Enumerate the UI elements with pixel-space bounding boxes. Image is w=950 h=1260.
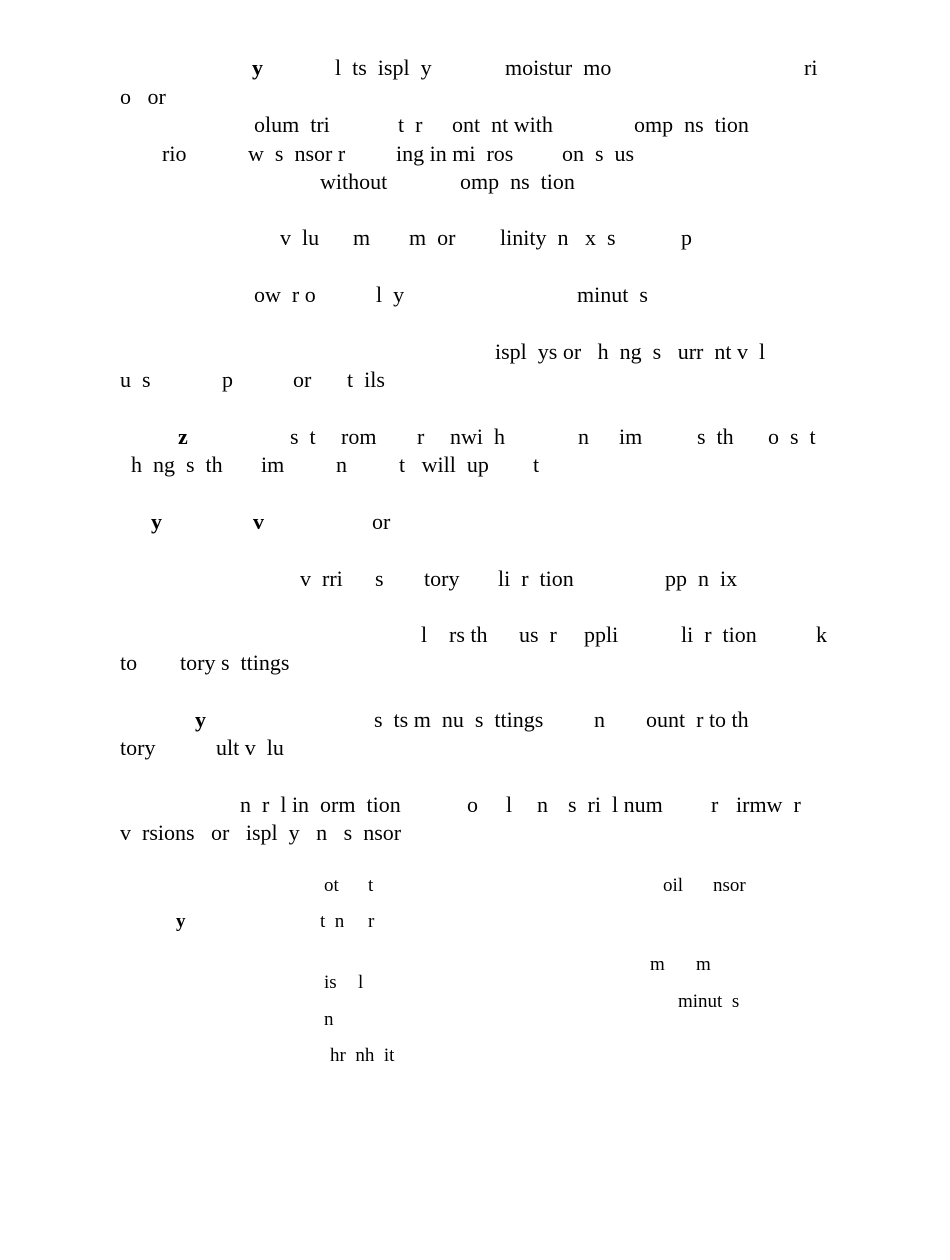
table-cell: t n — [320, 911, 345, 932]
text-fragment: ount r to th — [646, 707, 749, 732]
text-fragment: h ng s th — [131, 452, 223, 477]
text-fragment: rs th — [449, 622, 488, 647]
text-fragment: moistur mo — [505, 55, 612, 80]
table-cell: minut s — [678, 991, 740, 1012]
text-fragment: tory — [424, 566, 460, 591]
text-fragment: tory — [120, 735, 156, 760]
text-fragment: s ri l num — [568, 792, 663, 817]
text-fragment: t r — [398, 112, 423, 137]
text-fragment: im — [619, 424, 643, 449]
key-y: y — [151, 509, 162, 534]
text-fragment: v rsions or ispl y n s nsor — [120, 820, 402, 845]
table-cell: n — [324, 1009, 334, 1030]
table-cell: m — [650, 954, 665, 975]
text-fragment: r — [417, 424, 425, 449]
text-fragment: s t — [290, 424, 316, 449]
text-fragment: t will up — [399, 452, 489, 477]
text-fragment: omp ns tion — [634, 112, 749, 137]
text-fragment: o s t — [768, 424, 816, 449]
table-cell: is — [324, 972, 337, 993]
table-cell: nsor — [713, 875, 746, 896]
table-cell: ot — [324, 875, 339, 896]
key-z: z — [178, 424, 188, 449]
text-fragment: or — [372, 509, 391, 534]
text-fragment: linity n x s — [500, 225, 616, 250]
text-fragment: ri — [804, 55, 818, 80]
text-fragment: ppli — [584, 622, 619, 647]
table-cell: m — [696, 954, 711, 975]
key-y: y — [176, 911, 186, 932]
text-fragment: p — [222, 367, 233, 392]
text-fragment: o or — [120, 84, 166, 109]
text-fragment: ing in mi ros — [396, 141, 514, 166]
text-fragment: pp n ix — [665, 566, 738, 591]
table-cell: oil — [663, 875, 684, 896]
text-fragment: li r tion — [498, 566, 574, 591]
text-fragment: n — [336, 452, 347, 477]
key-y: y — [252, 55, 263, 80]
text-fragment: m — [353, 225, 371, 250]
text-fragment: p — [681, 225, 692, 250]
text-fragment: w s nsor r — [248, 141, 346, 166]
table-cell: r — [368, 911, 375, 932]
text-fragment: l — [506, 792, 513, 817]
text-fragment: ult v lu — [216, 735, 284, 760]
text-fragment: n — [594, 707, 605, 732]
text-fragment: on s us — [562, 141, 635, 166]
text-fragment: l y — [376, 282, 405, 307]
text-fragment: s ts m nu s ttings — [374, 707, 544, 732]
text-fragment: n — [537, 792, 548, 817]
text-fragment: o — [467, 792, 478, 817]
table-cell: t — [368, 875, 374, 896]
text-fragment: to — [120, 650, 138, 675]
text-fragment: v lu — [280, 225, 320, 250]
text-fragment: rom — [341, 424, 377, 449]
text-fragment: l — [421, 622, 428, 647]
text-fragment: ow r o — [254, 282, 316, 307]
text-fragment: or — [293, 367, 312, 392]
text-fragment: irmw r — [736, 792, 801, 817]
text-fragment: without — [320, 169, 388, 194]
text-fragment: v rri — [300, 566, 343, 591]
text-fragment: omp ns tion — [460, 169, 575, 194]
text-fragment: minut s — [577, 282, 648, 307]
text-fragment: olum tri — [254, 112, 330, 137]
text-fragment: tory s ttings — [180, 650, 290, 675]
text-fragment: n r l in orm tion — [240, 792, 401, 817]
text-fragment: s th — [697, 424, 734, 449]
text-fragment: u s — [120, 367, 151, 392]
text-fragment: nwi h — [450, 424, 505, 449]
key-v: v — [253, 509, 264, 534]
text-fragment: ont nt with — [452, 112, 553, 137]
text-fragment: s — [375, 566, 384, 591]
text-fragment: ispl ys or h ng s urr nt v l — [495, 339, 766, 364]
text-fragment: li r tion — [681, 622, 757, 647]
text-fragment: k — [816, 622, 827, 647]
text-fragment: t ils — [347, 367, 385, 392]
text-fragment: n — [578, 424, 589, 449]
table-cell: l — [358, 972, 364, 993]
table-cell: hr nh it — [330, 1045, 395, 1066]
text-fragment: r — [711, 792, 719, 817]
text-fragment: t — [533, 452, 540, 477]
text-fragment: l ts ispl y — [335, 55, 432, 80]
text-fragment: im — [261, 452, 285, 477]
text-fragment: m or — [409, 225, 456, 250]
text-fragment: us r — [519, 622, 557, 647]
key-y: y — [195, 707, 206, 732]
text-fragment: rio — [162, 141, 187, 166]
